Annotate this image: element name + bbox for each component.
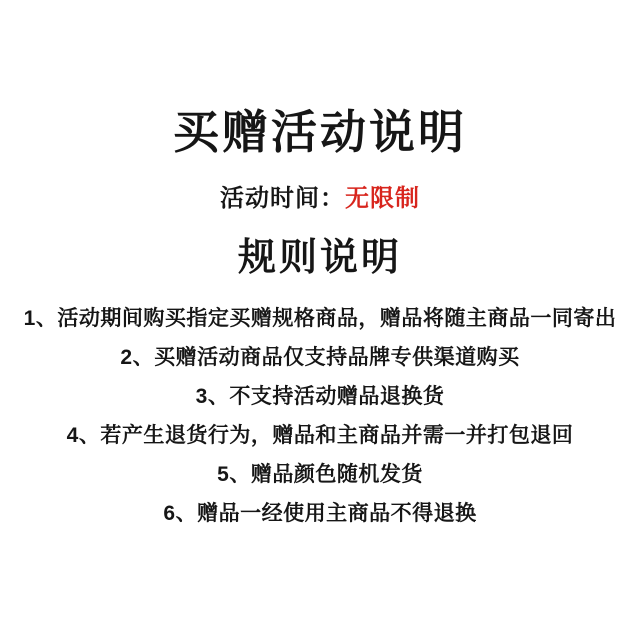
rule-item-1: 1、活动期间购买指定买赠规格商品，赠品将随主商品一同寄出 xyxy=(23,307,617,330)
activity-time-value: 无限制 xyxy=(345,185,420,212)
page-title: 买赠活动说明 xyxy=(173,106,467,158)
rule-item-5: 5、赠品颜色随机发货 xyxy=(217,463,423,486)
rule-item-3: 3、不支持活动赠品退换货 xyxy=(195,385,445,408)
rules-heading: 规则说明 xyxy=(237,237,402,279)
activity-time xyxy=(0,184,640,214)
rule-item-6: 6、赠品一经使用主商品不得退换 xyxy=(163,502,477,525)
rules-list xyxy=(0,308,640,525)
rule-item-4: 4、若产生退货行为，赠品和主商品并需一并打包退回 xyxy=(66,424,574,447)
rule-item-2: 2、买赠活动商品仅支持品牌专供渠道购买 xyxy=(120,346,520,369)
activity-time-label: 活动时间： xyxy=(220,185,345,212)
